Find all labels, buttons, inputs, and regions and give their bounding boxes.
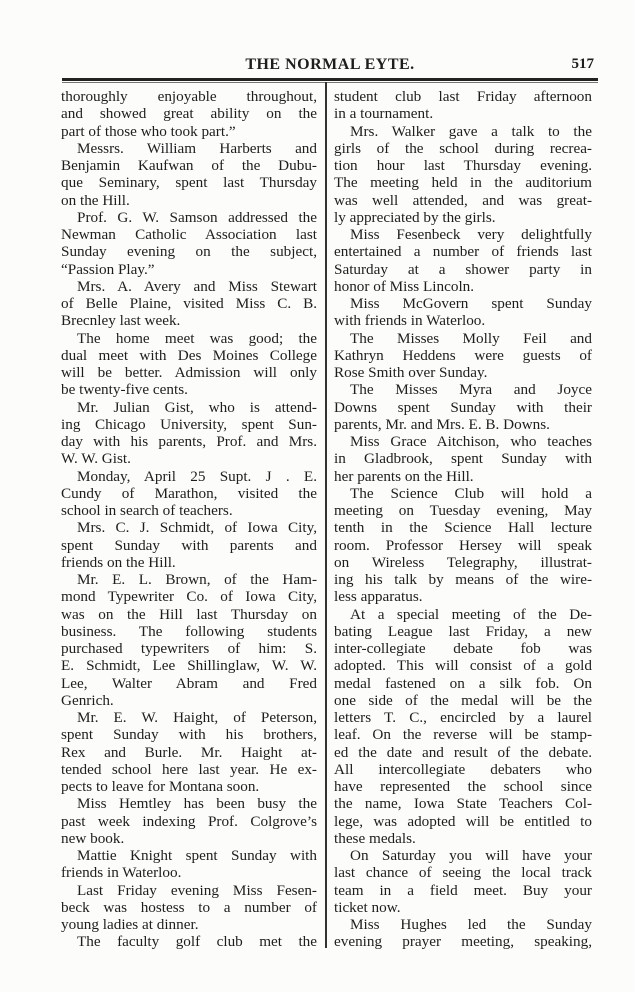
header-rule-thin	[62, 82, 598, 83]
text-line: The Misses Molly Feil and	[350, 329, 592, 347]
text-line: was well attended, and was great-	[334, 191, 592, 209]
news-item	[61, 278, 317, 330]
text-line: new book.	[61, 829, 125, 847]
text-line: Miss Grace Aitchison, who teaches	[350, 433, 592, 450]
news-item	[334, 433, 592, 485]
text-line: parents, Mr. and Mrs. E. B. Downs.	[334, 415, 550, 433]
text-line: E. Schmidt, Lee Shillinglaw, W. W.	[61, 657, 317, 675]
text-line: Brecnley last week.	[61, 312, 181, 330]
text-line: be twenty-five cents.	[61, 381, 188, 399]
news-item	[61, 88, 317, 140]
text-line: spent Sunday with parents and	[61, 536, 317, 554]
text-line: Mr. Julian Gist, who is attend-	[77, 398, 317, 416]
text-line: Miss McGovern spent Sunday	[350, 295, 592, 312]
news-item	[61, 399, 317, 468]
text-line: Mr. E. L. Brown, of the Ham-	[77, 571, 317, 588]
text-line: Messrs. William Harberts and	[77, 139, 317, 157]
news-item	[334, 123, 592, 227]
text-line: Mrs. Walker gave a talk to the	[350, 122, 592, 140]
text-line: bating League last Friday, a new	[334, 622, 592, 640]
text-line: young ladies at dinner.	[61, 916, 199, 933]
page-number: 517	[571, 56, 594, 72]
text-line: Prof. G. W. Samson addressed the	[77, 208, 317, 226]
text-line: The Science Club will hold a	[350, 484, 592, 502]
text-line: honor of Miss Lincoln.	[334, 277, 475, 295]
text-line: On Saturday you will have your	[350, 847, 592, 864]
text-line: que Seminary, spent last Thursday	[61, 174, 317, 192]
text-line: meeting on Tuesday evening, May	[334, 502, 592, 519]
news-item	[334, 381, 592, 433]
text-line: Miss Hughes led the Sunday	[350, 916, 592, 933]
text-line: Rose Smith over Sunday.	[334, 364, 488, 381]
text-line: friends on the Hill.	[61, 553, 176, 571]
text-line: day with his parents, Prof. and Mrs.	[61, 433, 317, 450]
text-line: Genrich.	[61, 691, 114, 709]
news-item	[61, 933, 317, 950]
text-line: Saturday at a shower party in	[334, 260, 592, 278]
text-line: medal fastened on a silk fob. On	[334, 674, 592, 692]
text-line: on Wireless Telegraphy, illustrat-	[334, 553, 592, 571]
news-item	[61, 519, 317, 571]
text-line: tended school here last year. He ex-	[61, 760, 317, 778]
text-line: Cundy of Marathon, visited the	[61, 484, 317, 502]
text-line: friends in Waterloo.	[61, 864, 182, 882]
news-item	[334, 847, 592, 916]
masthead	[62, 56, 598, 76]
text-line: All intercollegiate debaters who	[334, 760, 592, 778]
text-line: her parents on the Hill.	[334, 467, 474, 485]
news-item	[334, 485, 592, 606]
text-line: past week indexing Prof. Colgrove’s	[61, 812, 317, 830]
text-line: ing Chicago University, spent Sun-	[61, 415, 317, 433]
text-line: in a tournament.	[334, 105, 434, 123]
text-line: business. The following students	[61, 622, 317, 640]
text-line: Sunday evening on the subject,	[61, 243, 317, 261]
text-line: these medals.	[334, 829, 416, 847]
text-line: beck was hostess to a number of	[61, 898, 317, 916]
newspaper-title: THE NORMAL EYTE.	[245, 56, 415, 73]
text-line: letters T. C., encircled by a laurel	[334, 709, 592, 726]
text-line: ing his talk by means of the wire-	[334, 571, 592, 588]
text-line: thoroughly enjoyable throughout,	[61, 88, 317, 105]
news-item	[334, 606, 592, 848]
text-line: was on the Hill last Thursday on	[61, 605, 317, 623]
text-line: evening prayer meeting, speaking,	[334, 933, 592, 951]
text-line: The faculty golf club met the	[77, 933, 317, 951]
news-item	[61, 847, 317, 882]
text-line: Lee, Walter Abram and Fred	[61, 674, 317, 692]
text-line: pects to leave for Montana soon.	[61, 778, 260, 795]
text-line: Rex and Burle. Mr. Haight at-	[61, 743, 317, 761]
text-line: Kathryn Heddens were guests of	[334, 346, 592, 364]
news-item	[334, 916, 592, 951]
text-line: last chance of seeing the local track	[334, 864, 592, 882]
text-line: Miss Hemtley has been busy the	[77, 795, 317, 813]
text-line: At a special meeting of the De-	[350, 605, 592, 623]
text-line: Mrs. A. Avery and Miss Stewart	[77, 277, 317, 295]
text-line: inter-collegiate debate fob was	[334, 640, 592, 657]
text-line: spent Sunday with his brothers,	[61, 726, 317, 744]
left-column	[61, 88, 317, 951]
text-line: tenth in the Science Hall lecture	[334, 519, 592, 537]
text-line: will be better. Admission will only	[61, 364, 317, 381]
text-line: and showed great ability on the	[61, 105, 317, 123]
text-line: team in a field meet. Buy your	[334, 881, 592, 899]
text-line: in Gladbrook, spent Sunday with	[334, 450, 592, 468]
text-line: on the Hill.	[61, 191, 130, 209]
text-line: Miss Fesenbeck very delightfully	[350, 226, 592, 243]
news-item	[61, 571, 317, 709]
text-line: with friends in Waterloo.	[334, 312, 486, 330]
text-line: room. Professor Hersey will speak	[334, 536, 592, 554]
text-line: ticket now.	[334, 898, 401, 916]
text-line: Newman Catholic Association last	[61, 226, 317, 243]
text-line: ly appreciated by the girls.	[334, 208, 496, 226]
text-line: The meeting held in the auditorium	[334, 174, 592, 192]
news-item	[61, 330, 317, 399]
news-item	[61, 140, 317, 209]
text-line: tion hour last Thursday evening.	[334, 157, 592, 174]
text-line: part of those who took part.”	[61, 122, 236, 140]
text-line: Downs spent Sunday with their	[334, 398, 592, 416]
header-rule	[62, 78, 598, 81]
text-line: Monday, April 25 Supt. J . E.	[77, 467, 317, 485]
text-line: adopted. This will consist of a gold	[334, 657, 592, 675]
news-item	[61, 709, 317, 795]
text-line: school in search of teachers.	[61, 502, 233, 519]
text-line: purchased typewriters of him: S.	[61, 640, 317, 657]
text-line: The Misses Myra and Joyce	[350, 381, 592, 399]
news-item	[334, 330, 592, 382]
text-line: mond Typewriter Co. of Iowa City,	[61, 588, 317, 606]
text-line: dual meet with Des Moines College	[61, 346, 317, 364]
text-line: entertained a number of friends last	[334, 243, 592, 261]
text-line: student club last Friday afternoon	[334, 88, 592, 105]
text-line: have represented the school since	[334, 778, 592, 795]
right-column	[334, 88, 592, 951]
text-line: less apparatus.	[334, 588, 423, 606]
text-line: “Passion Play.”	[61, 260, 155, 278]
text-line: Benjamin Kaufwan of the Dubu-	[61, 157, 317, 174]
text-line: lege, was adopted will be entitled to	[334, 812, 592, 830]
text-line: Mr. E. W. Haight, of Peterson,	[77, 709, 317, 726]
text-line: the name, Iowa State Teachers Col-	[334, 795, 592, 813]
column-divider	[325, 82, 327, 948]
news-item	[334, 226, 592, 295]
text-line: W. W. Gist.	[61, 450, 131, 468]
news-item	[334, 295, 592, 330]
news-item	[61, 795, 317, 847]
text-line: Last Friday evening Miss Fesen-	[77, 881, 317, 899]
text-line: The home meet was good; the	[77, 329, 317, 347]
text-line: of Belle Plaine, visited Miss C. B.	[61, 295, 317, 312]
news-item	[334, 88, 592, 123]
news-item	[61, 468, 317, 520]
text-line: one side of the medal will be the	[334, 691, 592, 709]
text-line: Mattie Knight spent Sunday with	[77, 847, 317, 864]
news-item	[61, 882, 317, 934]
text-line: girls of the school during recrea-	[334, 139, 592, 157]
text-line: leaf. On the reverse will be stamp-	[334, 726, 592, 744]
text-line: Mrs. C. J. Schmidt, of Iowa City,	[77, 519, 317, 537]
news-item	[61, 209, 317, 278]
text-line: ed the date and result of the debate.	[334, 743, 592, 761]
